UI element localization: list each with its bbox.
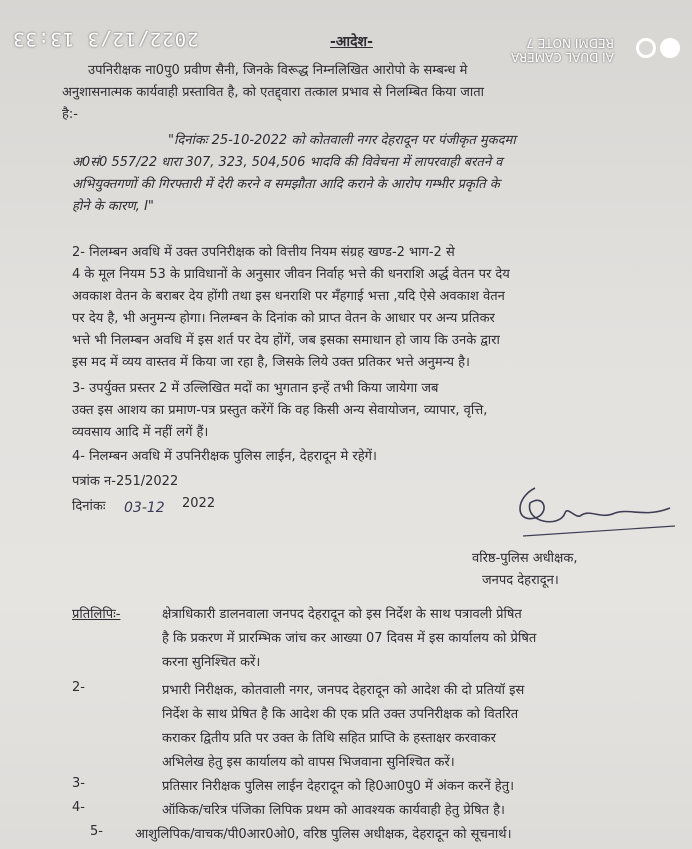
signature-icon (505, 478, 685, 548)
para3-line3: व्यवसाय आदि में नहीं लगें हैं। (72, 425, 209, 440)
copy1-line2: है कि प्रकरण में प्रारम्भिक जांच कर आख्या 07 दिवस में इस कार्यालय को प्रेषित (162, 631, 537, 646)
camera-line-2: REDMI NOTE 7 (526, 36, 614, 50)
para1-line1: उपनिरीक्षक ना0पु0 प्रवीण सैनी, जिनके विरूद्ध निम्नलिखित आरोपो के सम्बन्ध मे (88, 63, 468, 78)
para3-line1: 3- उपर्युक्त प्रस्तर 2 में उल्लिखित मदों का भुगतान इन्हें तभी किया जायेगा जब (72, 381, 439, 396)
para1-line3: है:- (62, 107, 78, 122)
date-label: दिनांकः (72, 499, 106, 514)
signer-district: जनपद देहरादून। (482, 573, 559, 588)
copy3-number: 3- (72, 776, 85, 791)
copy1-line1: क्षेत्राधिकारी डालनवाला जनपद देहरादून को इस निर्देश के साथ पत्रावली प्रेषित (162, 607, 522, 622)
camera-line-1: AI DUAL CAMERA (511, 50, 614, 64)
quote-line2: अ0सं0 557/22 धारा 307, 323, 504,506 भादवि की विवेचना में लापरवाही बरतने व (72, 155, 503, 170)
para2-line6: इस मद में व्यय वास्तव में किया जा रहा है, जिसके लिये उक्त प्रतिकर भत्ते अनुमन्य है। (72, 355, 470, 370)
date-handwritten: 03-12 (124, 500, 165, 516)
copy2-line2: निर्देश के साथ प्रेषित है कि आदेश की एक प्रति उक्त उपनिरीक्षक को वितरित (162, 707, 519, 722)
copy2-number: 2- (72, 680, 85, 695)
order-heading: -आदेश- (330, 34, 373, 50)
para1-line2: अनुशासनात्मक कार्यवाही प्रस्तावित है, को एतद्द्वारा तत्काल प्रभाव से निलम्बित किया जाता (62, 85, 485, 100)
timestamp-watermark: 2022/12/3 13:33 (12, 28, 199, 50)
letter-number: पत्रांक न-251/2022 (72, 474, 179, 489)
copy-label: प्रतिलिपिः- (72, 607, 121, 622)
para2-line5: भत्ते भी निलम्बन अवधि में इस शर्त पर देय होंगें, जब इसका समाधान हो जाय कि उनके द्वारा (72, 333, 500, 348)
copy2-line1: प्रभारी निरीक्षक, कोतवाली नगर, जनपद देहरादून को आदेश की दो प्रतियॉ इस (162, 683, 525, 698)
quote-line3: अभियुक्तगणों की गिरफ्तारी में देरी करने व समझौता आदि कराने के आरोप गम्भीर प्रकृति के (72, 177, 500, 192)
para2-line2: 4 के मूल नियम 53 के प्राविधानों के अनुसार जीवन निर्वाह भत्ते की धनराशि अर्द्ध वेतन पर देय (72, 267, 510, 282)
copy2-line4: अभिलेख हेतु इस कार्यालय को वापस भिजवाना सुनिश्चित करें। (162, 755, 455, 770)
copy5-line: आशुलिपिक/वाचक/पी0आर0ओ0, वरिष्ठ पुलिस अधीक्षक, देहरादून को सूचनार्थ। (135, 827, 512, 842)
copy2-line3: कराकर द्वितीय प्रति पर उक्त के तिथि सहित प्राप्ति के हस्ताक्षर करवाकर (162, 731, 496, 746)
copy4-number: 4- (72, 800, 85, 815)
copy4-line: ऑकिक/चरित्र पंजिका लिपिक प्रथम को आवश्यक कार्यवाही हेतु प्रेषित है। (162, 803, 505, 818)
copy5-number: 5- (90, 824, 103, 839)
camera-logo-icon (632, 38, 680, 62)
copy1-line3: करना सुनिश्चित करें। (162, 655, 261, 670)
signer-designation: वरिष्ठ-पुलिस अधीक्षक, (472, 551, 578, 566)
para2-line1: 2- निलम्बन अवधि में उक्त उपनिरीक्षक को वित्तीय नियम संग्रह खण्ड-2 भाग-2 से (72, 245, 455, 260)
copy3-line: प्रतिसार निरीक्षक पुलिस लाईन देहरादून को हि0आ0पु0 में अंकन करनें हेतु। (162, 779, 515, 794)
para2-line3: अवकाश वेतन के बराबर देय होंगी तथा इस धनराशि पर मँहगाई भत्ता ,यदि ऐसे अवकाश वेतन (72, 289, 505, 304)
para2-line4: पर देय है, भी अनुमन्य होगा। निलम्बन के दिनांक को प्राप्त वेतन के आधार पर अन्य प्रतिकर (72, 311, 495, 326)
date-year: 2022 (182, 496, 216, 511)
quote-line1: "दिनांकः 25-10-2022 को कोतवाली नगर देहरादून पर पंजीकृत मुकदमा (168, 133, 516, 148)
para3-line2: उक्त इस आशय का प्रमाण-पत्र प्रस्तुत करेंगें कि वह किसी अन्य सेवायोजन, व्यापार, वृत्ति, (72, 403, 488, 418)
quote-line4: होने के कारण, I" (72, 199, 154, 214)
camera-watermark (511, 36, 614, 64)
para4: 4- निलम्बन अवधि में उपनिरीक्षक पुलिस लाईन, देहरादून मे रहेगें। (72, 449, 377, 464)
